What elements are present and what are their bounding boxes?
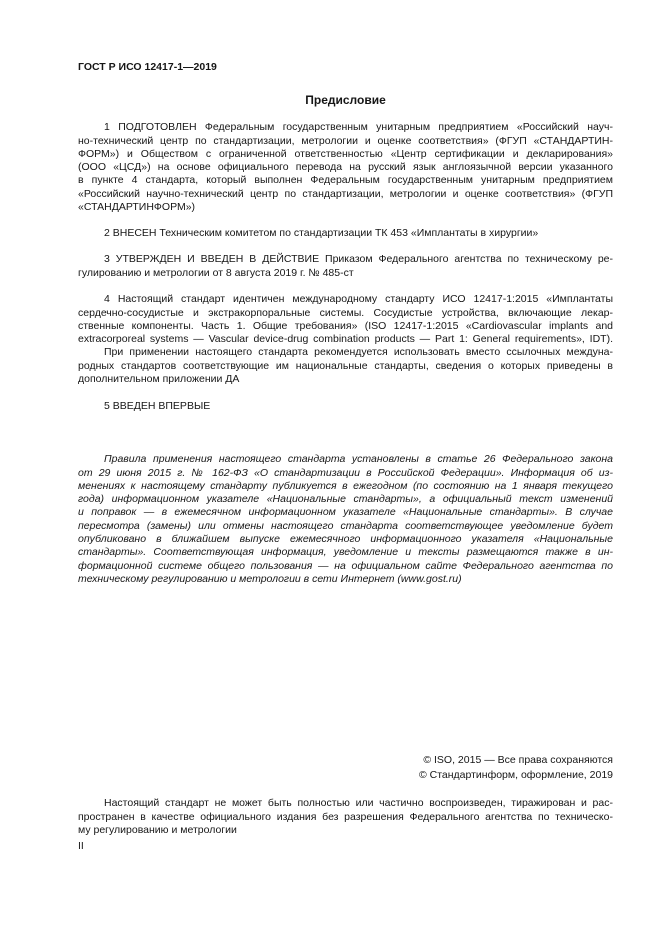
- application-rules-notice: [78, 453, 613, 586]
- copyright-iso: © ISO, 2015 — Все права сохраняются: [423, 753, 613, 766]
- reproduction-notice: [78, 797, 613, 837]
- text-line: «Российский научно-технический центр по стандартизации, метрологии и оценке соответствия» (ФГУП: [78, 187, 613, 200]
- text-line: 4 Настоящий стандарт идентичен международному стандарту ИСО 12417-1:2015 «Имплантаты: [104, 293, 613, 306]
- copyright-block: [78, 753, 613, 783]
- text-line: родных стандартов соответствующие им национальные стандарты, сведения о которых приведены в: [78, 359, 613, 372]
- text-line: дополнительном приложении ДА: [78, 373, 240, 386]
- text-line: от 29 июня 2015 г. № 162-ФЗ «О стандартизации в Российской Федерации». Информация об из-: [78, 466, 613, 479]
- text-line: но-технический центр по стандартизации, метрологии и оценке соответствия» (ФГУП «СТАНДАРТИН-: [78, 134, 613, 147]
- text-line: Настоящий стандарт не может быть полностью или частично воспроизведен, тиражирован и рас-: [104, 797, 613, 810]
- text-line: пересмотра (замены) или отмены настоящего стандарта соответствующее уведомление будет: [78, 519, 613, 532]
- text-line: опубликовано в ближайшем выпуске ежемесячного информационного указателя «Национальные: [78, 533, 613, 546]
- text-line: ственные компоненты. Часть 1. Общие требования» (ISO 12417-1:2015 «Cardiovascular implants and: [78, 319, 613, 332]
- page-number: II: [78, 840, 84, 853]
- text-line: «СТАНДАРТИНФОРМ»): [78, 201, 196, 214]
- text-line: 5 ВВЕДЕН ВПЕРВЫЕ: [104, 400, 211, 413]
- text-line: и поправок — в ежемесячном информационном указателе «Национальные стандарты». В случае: [78, 506, 613, 519]
- preface-item-3: [78, 253, 613, 280]
- text-line: гулированию и метрологии от 8 августа 2019 г. № 485-ст: [78, 266, 354, 279]
- designation-text: ГОСТ Р ИСО 12417-1—2019: [78, 61, 217, 73]
- preface-item-2: [78, 227, 613, 240]
- text-line: стандарты». Соответствующая информация, уведомление и тексты размещаются также в ин-: [78, 546, 613, 559]
- text-line: сердечно-сосудистые и экстракорпоральные системы. Сосудистые устройства, включающие лекар-: [78, 306, 613, 319]
- preface-title: Предисловие: [305, 92, 386, 107]
- text-line: 3 УТВЕРЖДЕН И ВВЕДЕН В ДЕЙСТВИЕ Приказом Федерального агентства по техническому ре-: [104, 253, 613, 266]
- text-line: 1 ПОДГОТОВЛЕН Федеральным государственным унитарным предприятием «Российский науч-: [104, 121, 613, 134]
- copyright-publisher: © Стандартинформ, оформление, 2019: [418, 768, 613, 781]
- preface-item-4: [78, 293, 613, 386]
- document-designation: [78, 61, 613, 74]
- preface-item-1: [78, 121, 613, 214]
- text-line: пространен в качестве официального издания без разрешения Федерального агентства по техническо-: [78, 810, 613, 823]
- text-line: года) информационном указателе «Национальные стандарты», а официальный текст изменений: [78, 493, 613, 506]
- text-line: техническому регулированию и метрологии в сети Интернет (www.gost.ru): [78, 572, 462, 585]
- text-line: extracorporeal systems — Vascular device-drug combination products — Part 1: General requirements», IDT).: [78, 333, 613, 346]
- text-line: 2 ВНЕСЕН Техническим комитетом по стандартизации ТК 453 «Имплантаты в хирургии»: [104, 227, 539, 240]
- text-line: му регулированию и метрологии: [78, 823, 237, 836]
- text-line: ФОРМ») и Обществом с ограниченной ответственностью «Центр сертификации и декларирования»: [78, 147, 613, 160]
- text-line: Правила применения настоящего стандарта установлены в статье 26 Федерального закона: [104, 453, 613, 466]
- text-line: в пункте 4 стандарта, который выполнен Федеральным государственным унитарным предприятием: [78, 174, 613, 187]
- text-line: формационной системе общего пользования — на официальном сайте Федерального агентства по: [78, 559, 613, 572]
- text-line: При применении настоящего стандарта рекомендуется использовать вместо ссылочных междуна-: [104, 346, 613, 359]
- text-line: менениях к настоящему стандарту публикуется в ежегодном (по состоянию на 1 января текущего: [78, 479, 613, 492]
- text-line: (ООО «ЦСД») на основе официального перевода на русский язык англоязычной версии указанного: [78, 161, 613, 174]
- preface-item-5: [78, 400, 613, 413]
